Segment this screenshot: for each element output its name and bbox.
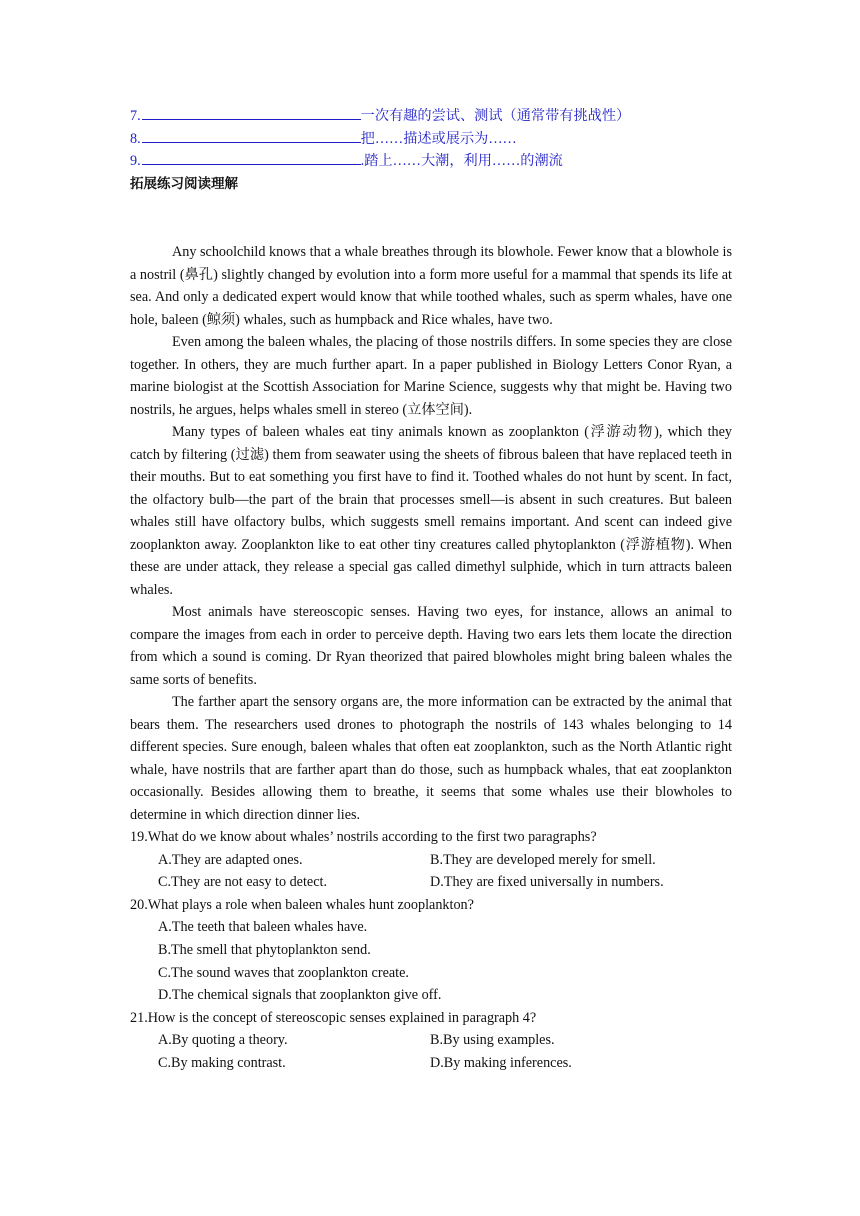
question-19 xyxy=(130,826,732,894)
option-c: C.By making contrast. xyxy=(158,1054,286,1071)
passage-paragraph: Even among the baleen whales, the placing of those nostrils differs. In some species they are close together. In others, they are much further apart. In a paper published in Biology Letters Conor Ryan, a marine biologist at the Scottish Association for Marine Science, suggests why that might be. Having two nostrils, he argues, helps whales smell in stereo (立体空间). xyxy=(130,334,732,418)
vocab-item-9 xyxy=(130,149,732,172)
question-stem: 20.What plays a role when baleen whales hunt zooplankton? xyxy=(130,896,474,913)
answer-blank xyxy=(142,104,361,120)
passage-paragraph: The farther apart the sensory organs are, the more information can be extracted by the animal that bears them. The researchers used drones to photograph the nostrils of 143 whales belonging to 14 different species. Sure enough, baleen whales that often eat zooplankton, such as the North Atlantic right whale, have nostrils that are farther apart than do those, such as humpback whales, that eat zooplankton occasionally. Besides allowing them to breathe, it seems that some whales use their blowholes to determine in which direction dinner lies. xyxy=(130,694,732,823)
option-b: B.The smell that phytoplankton send. xyxy=(158,941,371,958)
vocab-meaning: 把……描述或展示为…… xyxy=(360,130,517,147)
question-options xyxy=(130,1029,732,1074)
option-d: D.By making inferences. xyxy=(430,1054,572,1071)
question-21 xyxy=(130,1007,732,1075)
answer-blank xyxy=(142,149,361,165)
document-page xyxy=(130,104,732,1075)
question-options xyxy=(130,849,732,894)
option-a: A.By quoting a theory. xyxy=(158,1032,288,1049)
reading-passage xyxy=(130,241,732,826)
option-b: B.They are developed merely for smell. xyxy=(430,851,656,868)
option-c: C.The sound waves that zooplankton create. xyxy=(158,964,409,981)
option-a: A.The teeth that baleen whales have. xyxy=(158,919,368,936)
question-stem: 19.What do we know about whales’ nostrils according to the first two paragraphs? xyxy=(130,829,597,845)
vocab-item-7 xyxy=(130,104,732,127)
vocab-item-8 xyxy=(130,127,732,150)
section-heading: 拓展练习阅读理解 xyxy=(130,175,238,192)
option-d: D.The chemical signals that zooplankton give off. xyxy=(158,987,442,1004)
question-20 xyxy=(130,894,732,1007)
question-stem: 21.How is the concept of stereoscopic senses explained in paragraph 4? xyxy=(130,1009,537,1026)
vocab-meaning: .踏上……大潮，利用……的潮流 xyxy=(360,153,563,169)
passage-paragraph: Any schoolchild knows that a whale breathes through its blowhole. Fewer know that a blowhole is a nostril (鼻孔) slightly changed by evolution into a form more useful for a mammal that spends its life at sea. And only a dedicated expert would know that while toothed whales, such as sperm whales, have one hole, baleen (鲸须) whales, such as humpback and Rice whales, have two. xyxy=(130,244,732,328)
option-c: C.They are not easy to detect. xyxy=(158,874,328,891)
option-b: B.By using examples. xyxy=(430,1032,555,1049)
vocab-meaning: 一次有趣的尝试、测试（通常带有挑战性） xyxy=(360,108,631,124)
vocab-number: 7. xyxy=(130,108,141,124)
answer-blank xyxy=(142,127,361,143)
question-options xyxy=(130,916,732,1006)
option-a: A.They are adapted ones. xyxy=(158,851,303,868)
passage-paragraph: Many types of baleen whales eat tiny animals known as zooplankton (浮游动物), which they catch by filtering (过滤) them from seawater using the sheets of fibrous baleen that have replaced teeth in their mouths. But to eat something you first have to find it. Toothed whales do not hunt by scent. In fact, the olfactory bulb—the part of the brain that processes smell—is absent in such creatures. But baleen whales still have olfactory bulbs, which suggests smell remains important. And scent can indeed give zooplankton away. Zooplankton like to eat other tiny creatures called phytoplankton (浮游植物). When these are under attack, they release a special gas called dimethyl sulphide, which in turn attracts baleen whales. xyxy=(130,424,732,598)
option-d: D.They are fixed universally in numbers. xyxy=(430,874,664,891)
passage-paragraph: Most animals have stereoscopic senses. Having two eyes, for instance, allows an animal to compare the images from each in order to perceive depth. Having two ears lets them locate the direction from which a sound is coming. Dr Ryan theorized that paired blowholes might bring baleen whales the same sorts of benefits. xyxy=(130,604,732,688)
vocab-number: 8. xyxy=(130,130,141,147)
vocab-number: 9. xyxy=(130,153,141,169)
